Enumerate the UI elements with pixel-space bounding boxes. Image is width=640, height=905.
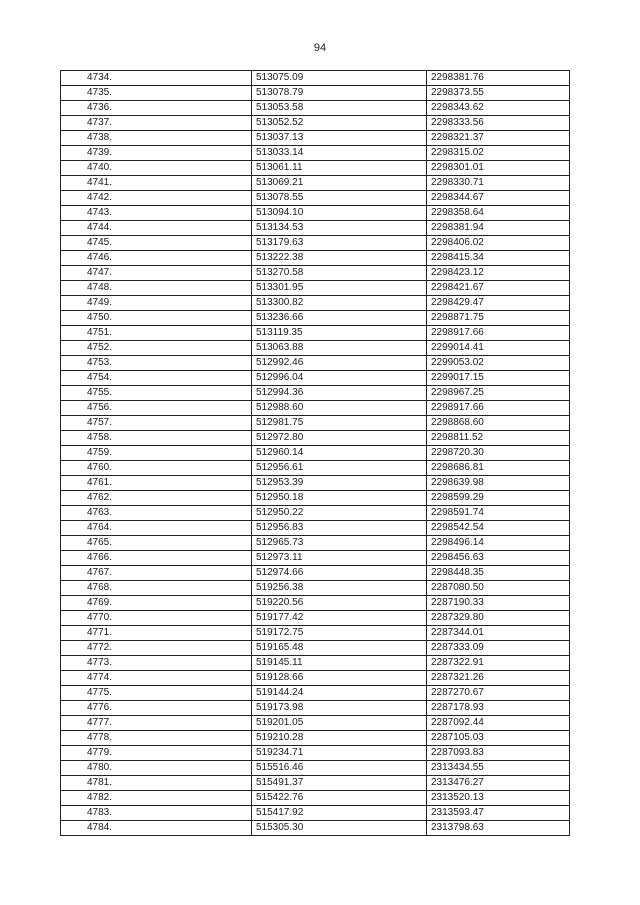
- y-coordinate-cell: 2298429.47: [427, 296, 570, 311]
- point-number-cell: 4780.: [61, 761, 252, 776]
- x-coordinate-cell: 519173.98: [252, 701, 427, 716]
- x-coordinate-cell: 512974.66: [252, 566, 427, 581]
- y-coordinate-cell: 2298423.12: [427, 266, 570, 281]
- x-coordinate-cell: 515491.37: [252, 776, 427, 791]
- point-number-cell: 4735.: [61, 86, 252, 101]
- y-coordinate-cell: 2287333.09: [427, 641, 570, 656]
- point-number-cell: 4782.: [61, 791, 252, 806]
- point-number-cell: 4784.: [61, 821, 252, 836]
- x-coordinate-cell: 519144.24: [252, 686, 427, 701]
- x-coordinate-cell: 519256.38: [252, 581, 427, 596]
- y-coordinate-cell: 2298496.14: [427, 536, 570, 551]
- y-coordinate-cell: 2287178.93: [427, 701, 570, 716]
- x-coordinate-cell: 512992.46: [252, 356, 427, 371]
- x-coordinate-cell: 519234.71: [252, 746, 427, 761]
- point-number-cell: 4771.: [61, 626, 252, 641]
- y-coordinate-cell: 2313520.13: [427, 791, 570, 806]
- y-coordinate-cell: 2298868.60: [427, 416, 570, 431]
- table-row: [61, 86, 570, 101]
- y-coordinate-cell: 2313798.63: [427, 821, 570, 836]
- x-coordinate-cell: 513069.21: [252, 176, 427, 191]
- table-row: [61, 806, 570, 821]
- table-row: [61, 521, 570, 536]
- point-number-cell: 4739.: [61, 146, 252, 161]
- point-number-cell: 4762.: [61, 491, 252, 506]
- x-coordinate-cell: 512956.61: [252, 461, 427, 476]
- x-coordinate-cell: 513119.35: [252, 326, 427, 341]
- y-coordinate-cell: 2287093.83: [427, 746, 570, 761]
- y-coordinate-cell: 2298415.34: [427, 251, 570, 266]
- y-coordinate-cell: 2298421.67: [427, 281, 570, 296]
- x-coordinate-cell: 513078.79: [252, 86, 427, 101]
- x-coordinate-cell: 513236.66: [252, 311, 427, 326]
- y-coordinate-cell: 2287080.50: [427, 581, 570, 596]
- x-coordinate-cell: 513301.95: [252, 281, 427, 296]
- x-coordinate-cell: 512981.75: [252, 416, 427, 431]
- point-number-cell: 4736.: [61, 101, 252, 116]
- point-number-cell: 4758.: [61, 431, 252, 446]
- y-coordinate-cell: 2298542.54: [427, 521, 570, 536]
- y-coordinate-cell: 2298381.76: [427, 71, 570, 86]
- point-number-cell: 4743.: [61, 206, 252, 221]
- table-row: [61, 551, 570, 566]
- x-coordinate-cell: 512994.36: [252, 386, 427, 401]
- x-coordinate-cell: 512965.73: [252, 536, 427, 551]
- point-number-cell: 4766.: [61, 551, 252, 566]
- y-coordinate-cell: 2298967.25: [427, 386, 570, 401]
- point-number-cell: 4749.: [61, 296, 252, 311]
- table-row: [61, 476, 570, 491]
- point-number-cell: 4775.: [61, 686, 252, 701]
- y-coordinate-cell: 2299017.15: [427, 371, 570, 386]
- table-row: [61, 191, 570, 206]
- x-coordinate-cell: 512953.39: [252, 476, 427, 491]
- x-coordinate-cell: 512988.60: [252, 401, 427, 416]
- x-coordinate-cell: 513222.38: [252, 251, 427, 266]
- table-row: [61, 431, 570, 446]
- point-number-cell: 4777.: [61, 716, 252, 731]
- table-row: [61, 401, 570, 416]
- y-coordinate-cell: 2287321.26: [427, 671, 570, 686]
- table-row: [61, 656, 570, 671]
- table-row: [61, 206, 570, 221]
- point-number-cell: 4746.: [61, 251, 252, 266]
- point-number-cell: 4754.: [61, 371, 252, 386]
- x-coordinate-cell: 519177.42: [252, 611, 427, 626]
- table-row: [61, 326, 570, 341]
- y-coordinate-cell: 2287190.33: [427, 596, 570, 611]
- point-number-cell: 4745.: [61, 236, 252, 251]
- table-row: [61, 236, 570, 251]
- point-number-cell: 4778.: [61, 731, 252, 746]
- table-row: [61, 386, 570, 401]
- x-coordinate-cell: 513078.55: [252, 191, 427, 206]
- y-coordinate-cell: 2298381.94: [427, 221, 570, 236]
- y-coordinate-cell: 2287270.67: [427, 686, 570, 701]
- y-coordinate-cell: 2299014.41: [427, 341, 570, 356]
- table-row: [61, 686, 570, 701]
- x-coordinate-cell: 513052.52: [252, 116, 427, 131]
- x-coordinate-cell: 512972.80: [252, 431, 427, 446]
- point-number-cell: 4774.: [61, 671, 252, 686]
- point-number-cell: 4755.: [61, 386, 252, 401]
- x-coordinate-cell: 512973.11: [252, 551, 427, 566]
- point-number-cell: 4759.: [61, 446, 252, 461]
- x-coordinate-cell: 519220.56: [252, 596, 427, 611]
- point-number-cell: 4761.: [61, 476, 252, 491]
- point-number-cell: 4773.: [61, 656, 252, 671]
- point-number-cell: 4751.: [61, 326, 252, 341]
- table-row: [61, 371, 570, 386]
- table-row: [61, 716, 570, 731]
- y-coordinate-cell: 2298406.02: [427, 236, 570, 251]
- x-coordinate-cell: 515417.92: [252, 806, 427, 821]
- x-coordinate-cell: 519172.75: [252, 626, 427, 641]
- coordinates-table-body: [61, 71, 570, 836]
- point-number-cell: 4750.: [61, 311, 252, 326]
- point-number-cell: 4741.: [61, 176, 252, 191]
- table-row: [61, 176, 570, 191]
- point-number-cell: 4772.: [61, 641, 252, 656]
- point-number-cell: 4765.: [61, 536, 252, 551]
- x-coordinate-cell: 519128.66: [252, 671, 427, 686]
- table-row: [61, 821, 570, 836]
- table-row: [61, 746, 570, 761]
- y-coordinate-cell: 2298811.52: [427, 431, 570, 446]
- x-coordinate-cell: 513179.63: [252, 236, 427, 251]
- x-coordinate-cell: 513061.11: [252, 161, 427, 176]
- table-row: [61, 791, 570, 806]
- y-coordinate-cell: 2287105.03: [427, 731, 570, 746]
- table-row: [61, 71, 570, 86]
- table-row: [61, 461, 570, 476]
- point-number-cell: 4756.: [61, 401, 252, 416]
- y-coordinate-cell: 2298448.35: [427, 566, 570, 581]
- table-row: [61, 776, 570, 791]
- x-coordinate-cell: 519165.48: [252, 641, 427, 656]
- table-row: [61, 761, 570, 776]
- table-row: [61, 536, 570, 551]
- point-number-cell: 4740.: [61, 161, 252, 176]
- table-row: [61, 146, 570, 161]
- y-coordinate-cell: 2298343.62: [427, 101, 570, 116]
- y-coordinate-cell: 2287329.80: [427, 611, 570, 626]
- y-coordinate-cell: 2313434.55: [427, 761, 570, 776]
- x-coordinate-cell: 513053.58: [252, 101, 427, 116]
- table-row: [61, 101, 570, 116]
- x-coordinate-cell: 513094.10: [252, 206, 427, 221]
- x-coordinate-cell: 512960.14: [252, 446, 427, 461]
- y-coordinate-cell: 2287344.01: [427, 626, 570, 641]
- y-coordinate-cell: 2287092.44: [427, 716, 570, 731]
- table-row: [61, 281, 570, 296]
- point-number-cell: 4752.: [61, 341, 252, 356]
- x-coordinate-cell: 512950.18: [252, 491, 427, 506]
- table-row: [61, 506, 570, 521]
- table-row: [61, 341, 570, 356]
- x-coordinate-cell: 513037.13: [252, 131, 427, 146]
- y-coordinate-cell: 2298686.81: [427, 461, 570, 476]
- point-number-cell: 4753.: [61, 356, 252, 371]
- x-coordinate-cell: 515422.76: [252, 791, 427, 806]
- y-coordinate-cell: 2313593.47: [427, 806, 570, 821]
- point-number-cell: 4737.: [61, 116, 252, 131]
- y-coordinate-cell: 2298330.71: [427, 176, 570, 191]
- y-coordinate-cell: 2298639.98: [427, 476, 570, 491]
- y-coordinate-cell: 2298591.74: [427, 506, 570, 521]
- table-row: [61, 701, 570, 716]
- table-row: [61, 626, 570, 641]
- x-coordinate-cell: 513033.14: [252, 146, 427, 161]
- point-number-cell: 4770.: [61, 611, 252, 626]
- table-row: [61, 161, 570, 176]
- y-coordinate-cell: 2287322.91: [427, 656, 570, 671]
- x-coordinate-cell: 515305.30: [252, 821, 427, 836]
- x-coordinate-cell: 519145.11: [252, 656, 427, 671]
- x-coordinate-cell: 519201.05: [252, 716, 427, 731]
- coordinates-table: [60, 70, 570, 836]
- table-row: [61, 416, 570, 431]
- point-number-cell: 4764.: [61, 521, 252, 536]
- point-number-cell: 4744.: [61, 221, 252, 236]
- table-row: [61, 641, 570, 656]
- point-number-cell: 4768.: [61, 581, 252, 596]
- x-coordinate-cell: 513075.09: [252, 71, 427, 86]
- table-row: [61, 221, 570, 236]
- y-coordinate-cell: 2298321.37: [427, 131, 570, 146]
- table-row: [61, 566, 570, 581]
- y-coordinate-cell: 2298358.64: [427, 206, 570, 221]
- y-coordinate-cell: 2298871.75: [427, 311, 570, 326]
- y-coordinate-cell: 2313476.27: [427, 776, 570, 791]
- x-coordinate-cell: 513063.88: [252, 341, 427, 356]
- point-number-cell: 4748.: [61, 281, 252, 296]
- table-row: [61, 581, 570, 596]
- x-coordinate-cell: 515516.46: [252, 761, 427, 776]
- y-coordinate-cell: 2298373.55: [427, 86, 570, 101]
- y-coordinate-cell: 2298456.63: [427, 551, 570, 566]
- table-row: [61, 491, 570, 506]
- point-number-cell: 4742.: [61, 191, 252, 206]
- table-row: [61, 311, 570, 326]
- table-row: [61, 596, 570, 611]
- y-coordinate-cell: 2298333.56: [427, 116, 570, 131]
- x-coordinate-cell: 513270.58: [252, 266, 427, 281]
- table-row: [61, 356, 570, 371]
- table-row: [61, 671, 570, 686]
- point-number-cell: 4757.: [61, 416, 252, 431]
- point-number-cell: 4767.: [61, 566, 252, 581]
- table-row: [61, 296, 570, 311]
- point-number-cell: 4781.: [61, 776, 252, 791]
- point-number-cell: 4760.: [61, 461, 252, 476]
- point-number-cell: 4747.: [61, 266, 252, 281]
- y-coordinate-cell: 2298599.29: [427, 491, 570, 506]
- table-row: [61, 731, 570, 746]
- y-coordinate-cell: 2298301.01: [427, 161, 570, 176]
- point-number-cell: 4779.: [61, 746, 252, 761]
- x-coordinate-cell: 512950.22: [252, 506, 427, 521]
- table-row: [61, 131, 570, 146]
- y-coordinate-cell: 2298917.66: [427, 401, 570, 416]
- table-row: [61, 116, 570, 131]
- point-number-cell: 4763.: [61, 506, 252, 521]
- point-number-cell: 4734.: [61, 71, 252, 86]
- table-row: [61, 611, 570, 626]
- point-number-cell: 4769.: [61, 596, 252, 611]
- point-number-cell: 4776.: [61, 701, 252, 716]
- table-row: [61, 266, 570, 281]
- y-coordinate-cell: 2298315.02: [427, 146, 570, 161]
- point-number-cell: 4783.: [61, 806, 252, 821]
- x-coordinate-cell: 512956.83: [252, 521, 427, 536]
- page-number: 94: [313, 42, 327, 54]
- x-coordinate-cell: 512996.04: [252, 371, 427, 386]
- y-coordinate-cell: 2298720.30: [427, 446, 570, 461]
- table-row: [61, 446, 570, 461]
- table-row: [61, 251, 570, 266]
- x-coordinate-cell: 513300.82: [252, 296, 427, 311]
- x-coordinate-cell: 513134.53: [252, 221, 427, 236]
- y-coordinate-cell: 2298344.67: [427, 191, 570, 206]
- point-number-cell: 4738.: [61, 131, 252, 146]
- x-coordinate-cell: 519210.28: [252, 731, 427, 746]
- y-coordinate-cell: 2298917.66: [427, 326, 570, 341]
- y-coordinate-cell: 2299053.02: [427, 356, 570, 371]
